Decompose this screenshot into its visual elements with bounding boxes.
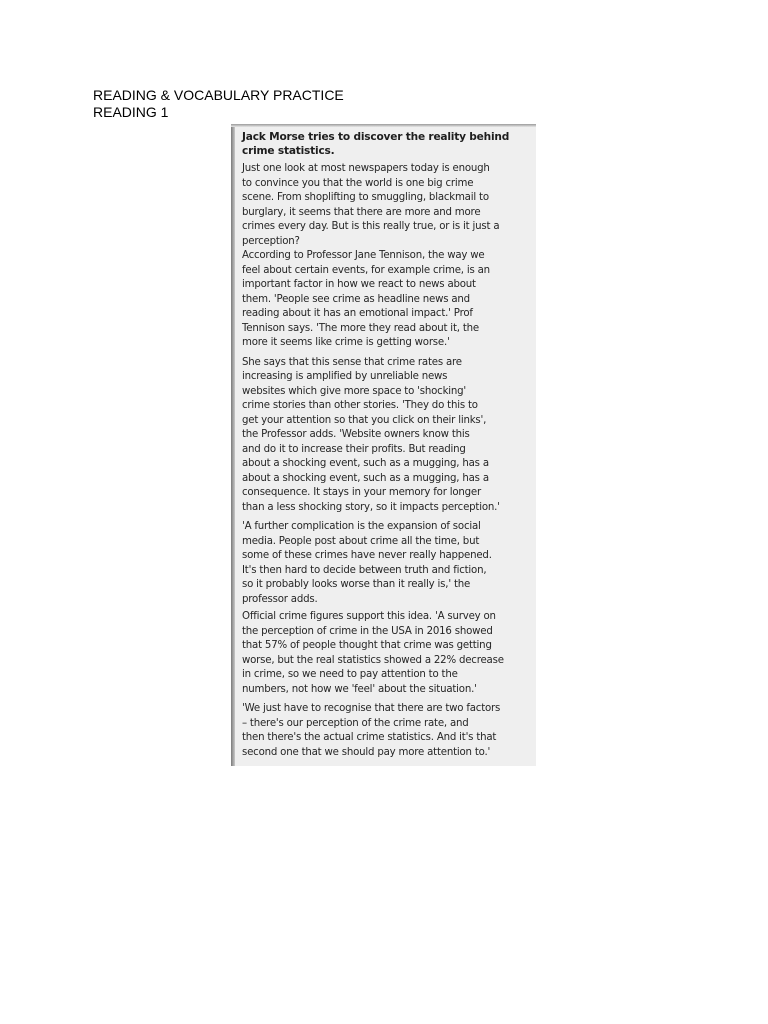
article-clipping [231, 124, 536, 766]
text-line: scene. From shoplifting to smuggling, blackmail to [242, 192, 489, 203]
text-line: perception? [242, 235, 300, 247]
text-line: them. 'People see crime as headline news and [242, 293, 470, 305]
article-title [242, 130, 534, 158]
text-line: consequence. It stays in your memory for longer [242, 487, 481, 498]
text-line: more it seems like crime is getting worse.' [242, 337, 450, 348]
article-paragraph-6 [242, 702, 534, 760]
text-line: Just one look at most newspapers today is enough [242, 163, 490, 174]
text-line: important factor in how we react to news about [242, 279, 476, 290]
text-line: feel about certain events, for example crime, is an [242, 264, 490, 276]
article-paragraph-2 [242, 249, 534, 351]
text-line: Tennison says. 'The more they read about it, the [242, 322, 479, 334]
text-line: According to Professor Jane Tennison, the way we [242, 250, 485, 261]
text-line: that 57% of people thought that crime was getting [242, 640, 492, 651]
article-title-line: crime statistics. [242, 145, 335, 157]
text-line: get your attention so that you click on their links', [242, 414, 487, 426]
text-line: burglary, it seems that there are more and more [242, 206, 481, 218]
text-line: so it probably looks worse than it really is,' the [242, 579, 471, 590]
text-line: crimes every day. But is this really true, or is it just a [242, 221, 500, 232]
text-line: the perception of crime in the USA in 2016 showed [242, 625, 493, 637]
text-line: increasing is amplified by unreliable news [242, 371, 448, 382]
article-paragraph-4 [242, 520, 534, 607]
article-paragraph-5 [242, 610, 534, 697]
reading-number: READING 1 [93, 104, 169, 120]
text-line: professor adds. [242, 593, 318, 605]
worksheet-title: READING & VOCABULARY PRACTICE [93, 87, 344, 103]
text-line: in crime, so we need to pay attention to the [242, 669, 458, 680]
text-line: media. People post about crime all the time, but [242, 535, 480, 547]
text-line: some of these crimes have never really happened. [242, 550, 492, 561]
text-line: then there's the actual crime statistics. And it's that [242, 732, 497, 743]
text-line: She says that this sense that crime rates are [242, 356, 462, 368]
text-line: the Professor adds. 'Website owners know this [242, 429, 470, 440]
text-line: and do it to increase their profits. But reading [242, 443, 466, 455]
text-line: second one that we should pay more attention to.' [242, 746, 491, 758]
article-paragraph-3 [242, 356, 534, 516]
worksheet-header [93, 87, 344, 121]
article-title-line: Jack Morse tries to discover the reality behind [242, 131, 510, 143]
text-line: – there's our perception of the crime rate, and [242, 717, 469, 729]
text-line: about a shocking event, such as a mugging, has a [242, 472, 489, 484]
text-line: crime stories than other stories. 'They do this to [242, 400, 478, 411]
text-line: worse, but the real statistics showed a 22% decrease [242, 654, 504, 666]
text-line: reading about it has an emotional impact.' Prof [242, 308, 473, 319]
text-line: about a shocking event, such as a mugging, has a [242, 458, 489, 469]
article-paragraph-1 [242, 162, 534, 249]
text-line: 'We just have to recognise that there are two factors [242, 703, 501, 714]
text-line: numbers, not how we 'feel' about the situation.' [242, 683, 477, 695]
text-line: websites which give more space to 'shocking' [242, 385, 467, 397]
text-line: to convince you that the world is one big crime [242, 177, 474, 189]
article-body [242, 130, 534, 763]
text-line: Official crime figures support this idea. 'A survey on [242, 611, 496, 622]
text-line: than a less shocking story, so it impacts perception.' [242, 501, 500, 513]
text-line: 'A further complication is the expansion of social [242, 521, 481, 532]
text-line: It's then hard to decide between truth and fiction, [242, 564, 487, 576]
